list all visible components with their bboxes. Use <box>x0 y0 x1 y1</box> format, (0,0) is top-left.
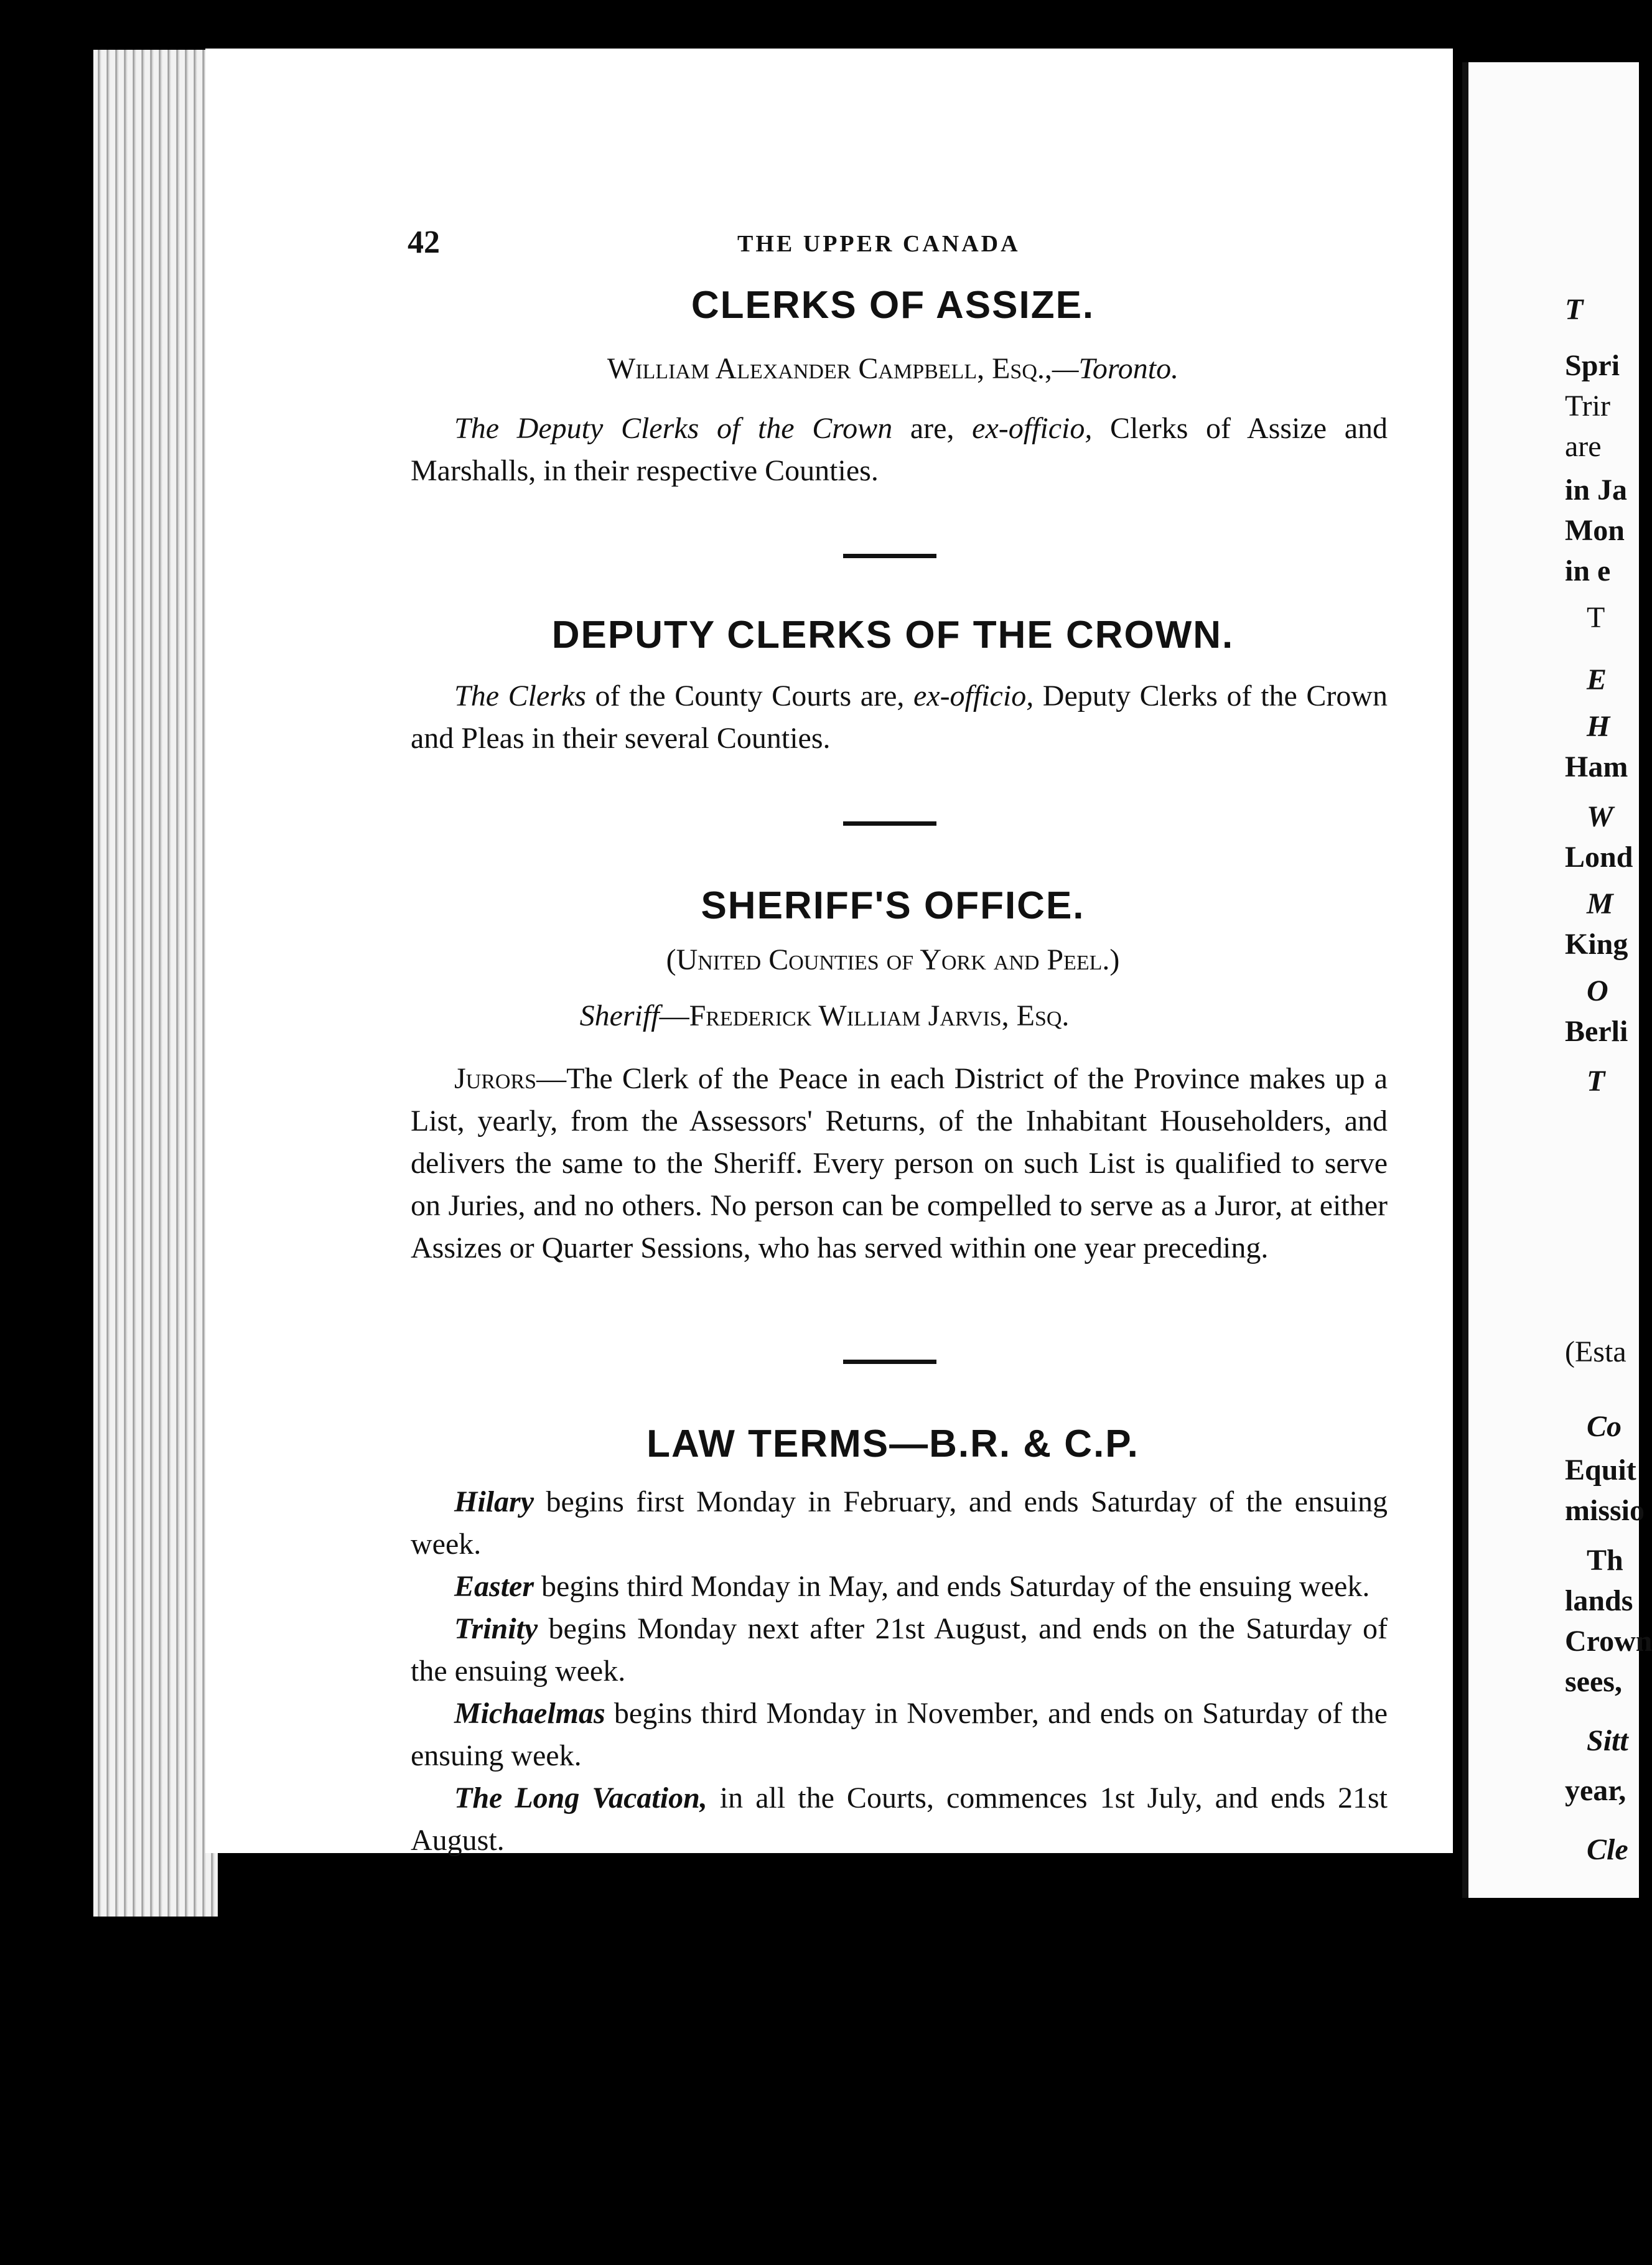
adjacent-page-text-fragment: (Esta <box>1565 1335 1626 1368</box>
adjacent-page-text-fragment: Th <box>1587 1544 1623 1577</box>
para-italic-span: The Deputy Clerks of the Crown <box>454 412 893 445</box>
section-heading-deputy-clerks: DEPUTY CLERKS OF THE CROWN. <box>551 614 1234 656</box>
adjacent-page-text-fragment: Equit <box>1565 1454 1636 1487</box>
para-span: of the County Courts are, <box>586 680 913 712</box>
law-term-hilary <box>411 1481 1388 1566</box>
law-term-trinity <box>411 1608 1388 1693</box>
section-divider <box>843 821 936 826</box>
para-span: are, <box>892 412 973 445</box>
adjacent-page-text-fragment: are <box>1565 430 1602 463</box>
adjacent-page-text-fragment: W <box>1587 800 1613 833</box>
adjacent-page-text-fragment: M <box>1587 887 1613 920</box>
adjacent-page-cropped <box>1462 62 1652 1898</box>
term-text: in all the Courts, commences 1st July, and ends 21st August. <box>411 1782 1388 1857</box>
adjacent-page-text-fragment: missio <box>1565 1494 1645 1527</box>
adjacent-page-text-fragment: Lond <box>1565 841 1633 874</box>
clerks-of-assize-officer <box>404 352 1381 386</box>
running-head: THE UPPER CANADA <box>737 231 1020 257</box>
adjacent-page-text-fragment: Mon <box>1565 514 1625 547</box>
term-name: The Long Vacation, <box>454 1782 707 1814</box>
adjacent-page-text-fragment: Crown <box>1565 1625 1652 1658</box>
adjacent-page-text-fragment: Trir <box>1565 390 1610 423</box>
term-text: begins third Monday in May, and ends Saturday of the ensuing week. <box>534 1570 1370 1603</box>
term-text: begins first Monday in February, and ends Saturday of the ensuing week. <box>411 1485 1388 1561</box>
adjacent-page-text-fragment: Sitt <box>1587 1724 1628 1757</box>
adjacent-page-text-fragment: lands <box>1565 1584 1633 1617</box>
para-italic-span: ex-officio, <box>972 412 1093 445</box>
adjacent-page-text-fragment: in e <box>1565 554 1611 587</box>
adjacent-page-text-fragment: T <box>1565 293 1584 326</box>
term-name: Hilary <box>454 1485 534 1518</box>
adjacent-page-text-fragment: Ham <box>1565 750 1628 783</box>
para-span: Deputy Clerks of the Crown and Pleas in their several Counties. <box>411 680 1388 755</box>
clerks-of-assize-paragraph <box>411 408 1388 492</box>
section-heading-clerks-of-assize: CLERKS OF ASSIZE. <box>691 284 1095 327</box>
jurors-label: Jurors <box>454 1062 537 1095</box>
adjacent-page-text-fragment: T <box>1587 601 1605 634</box>
para-span: Clerks of Assize and Marshalls, in their respective Counties. <box>411 412 1388 487</box>
term-name: Michaelmas <box>454 1697 605 1730</box>
section-divider <box>843 554 936 558</box>
law-terms-list <box>411 1481 1388 1862</box>
page-stack-edges <box>93 50 218 1917</box>
deputy-clerks-paragraph <box>411 675 1388 760</box>
jurors-paragraph <box>411 1058 1388 1269</box>
para-italic-span: The Clerks <box>454 680 586 712</box>
officer-name: William Alexander Campbell, Esq., <box>607 352 1052 385</box>
law-term-easter <box>411 1566 1388 1608</box>
adjacent-page-text-fragment: O <box>1587 974 1608 1007</box>
law-term-long-vacation <box>411 1777 1388 1862</box>
term-text: begins Monday next after 21st August, and ends on the Saturday of the ensuing week. <box>411 1612 1388 1688</box>
section-divider <box>843 1360 936 1364</box>
adjacent-page-text-fragment: Co <box>1587 1410 1622 1443</box>
jurors-text: —The Clerk of the Peace in each District of the Province makes up a List, yearly, from the Assessors' Returns, of the Inhabitant Householders, and delivers the same to the Sheriff. Every person on such List is qualified to serve on Juries, and no others. No person can be compelled to serve as a Juror, at either Assizes or Quarter Sessions, who has served within one year preceding. <box>411 1062 1388 1264</box>
adjacent-page-text-fragment: King <box>1565 928 1628 961</box>
section-heading-law-terms: LAW TERMS—B.R. & C.P. <box>646 1422 1139 1465</box>
section-heading-sheriffs-office: SHERIFF'S OFFICE. <box>701 884 1085 927</box>
adjacent-page-text-fragment: sees, <box>1565 1665 1622 1698</box>
adjacent-page-text-fragment: T <box>1587 1065 1605 1098</box>
adjacent-page-text-fragment: Cle <box>1587 1833 1628 1866</box>
adjacent-page-text-fragment: H <box>1587 710 1610 743</box>
law-term-michaelmas <box>411 1693 1388 1777</box>
page-number: 42 <box>408 225 440 260</box>
term-text: begins third Monday in November, and ends on Saturday of the ensuing week. <box>411 1697 1388 1772</box>
term-name: Easter <box>454 1570 534 1603</box>
officer-place: —Toronto. <box>1052 352 1179 385</box>
sheriff-office-subheading: (United Counties of York and Peel.) <box>666 943 1120 976</box>
adjacent-page-text-fragment: Berli <box>1565 1015 1628 1048</box>
sheriff-line <box>398 999 1251 1033</box>
sheriff-label: Sheriff <box>579 999 660 1032</box>
adjacent-page-text-fragment: year, <box>1565 1774 1626 1807</box>
para-italic-span: ex-officio, <box>913 680 1034 712</box>
sheriff-name: —Frederick William Jarvis, Esq. <box>659 999 1070 1032</box>
adjacent-page-text-fragment: in Ja <box>1565 474 1628 507</box>
adjacent-page-text-fragment: Spri <box>1565 349 1620 382</box>
adjacent-page-text-fragment: E <box>1587 663 1607 696</box>
term-name: Trinity <box>454 1612 538 1645</box>
